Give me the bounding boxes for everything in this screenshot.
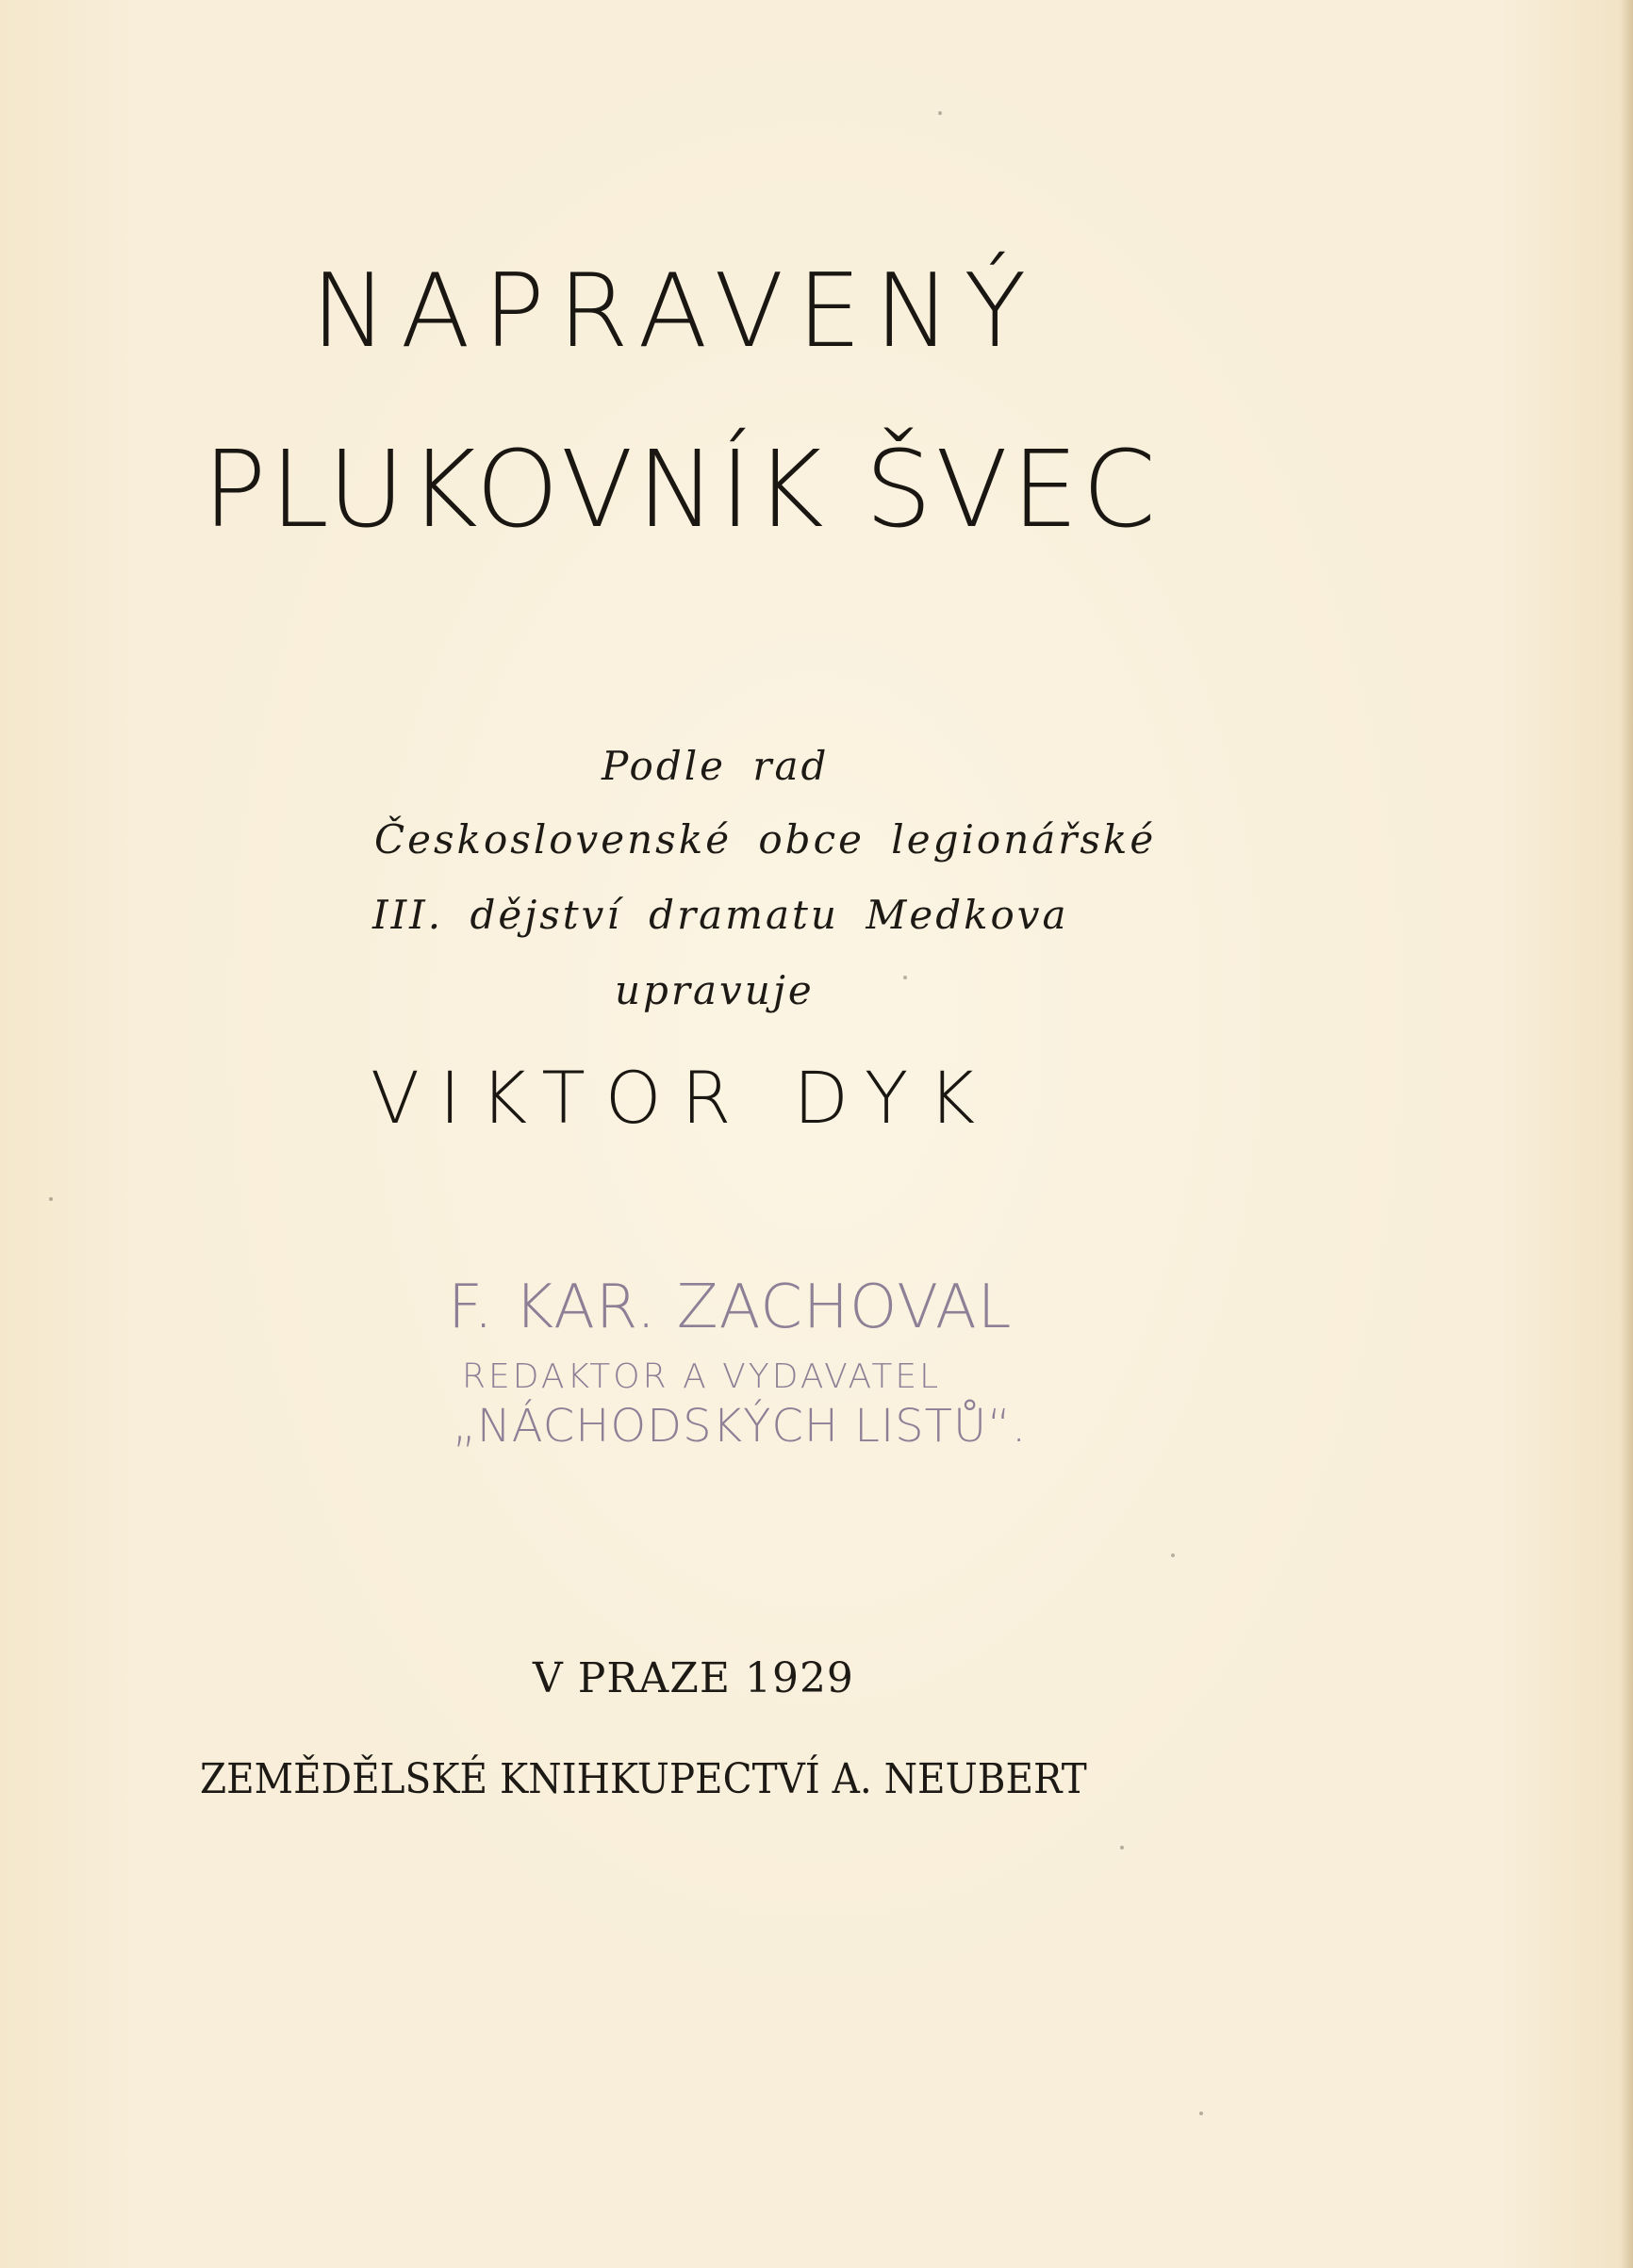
paper-speck [1171,1553,1175,1557]
paper-speck [49,1197,53,1201]
page-edge-shadow [1620,0,1633,2268]
subtitle-line-1: Podle rad [602,743,830,789]
imprint-publisher: ZEMĚDĚLSKÉ KNIHKUPECTVÍ A. NEUBERT [200,1755,1087,1803]
stamp-line-2: REDAKTOR A VYDAVATEL [462,1357,942,1396]
book-title-line-2: PLUKOVNÍK ŠVEC [203,429,1160,551]
subtitle-line-4: upravuje [615,967,815,1013]
author-name: VIKTOR DYK [371,1056,996,1140]
owner-stamp [429,1273,1032,1461]
paper-speck [1120,1846,1124,1849]
paper-speck [1199,2112,1203,2115]
paper-speck [903,976,907,979]
subtitle-line-2: Československé obce legionářské [374,816,1157,863]
stamp-line-1: F. KAR. ZACHOVAL [448,1273,1013,1342]
book-title-line-1: NAPRAVENÝ [311,253,1040,370]
paper-speck [938,111,942,115]
stamp-line-3: „NÁCHODSKÝCH LISTŮ“. [453,1400,1028,1453]
subtitle-line-3: III. dějství dramatu Medkova [372,892,1069,938]
imprint-place-year: V PRAZE 1929 [533,1654,854,1702]
